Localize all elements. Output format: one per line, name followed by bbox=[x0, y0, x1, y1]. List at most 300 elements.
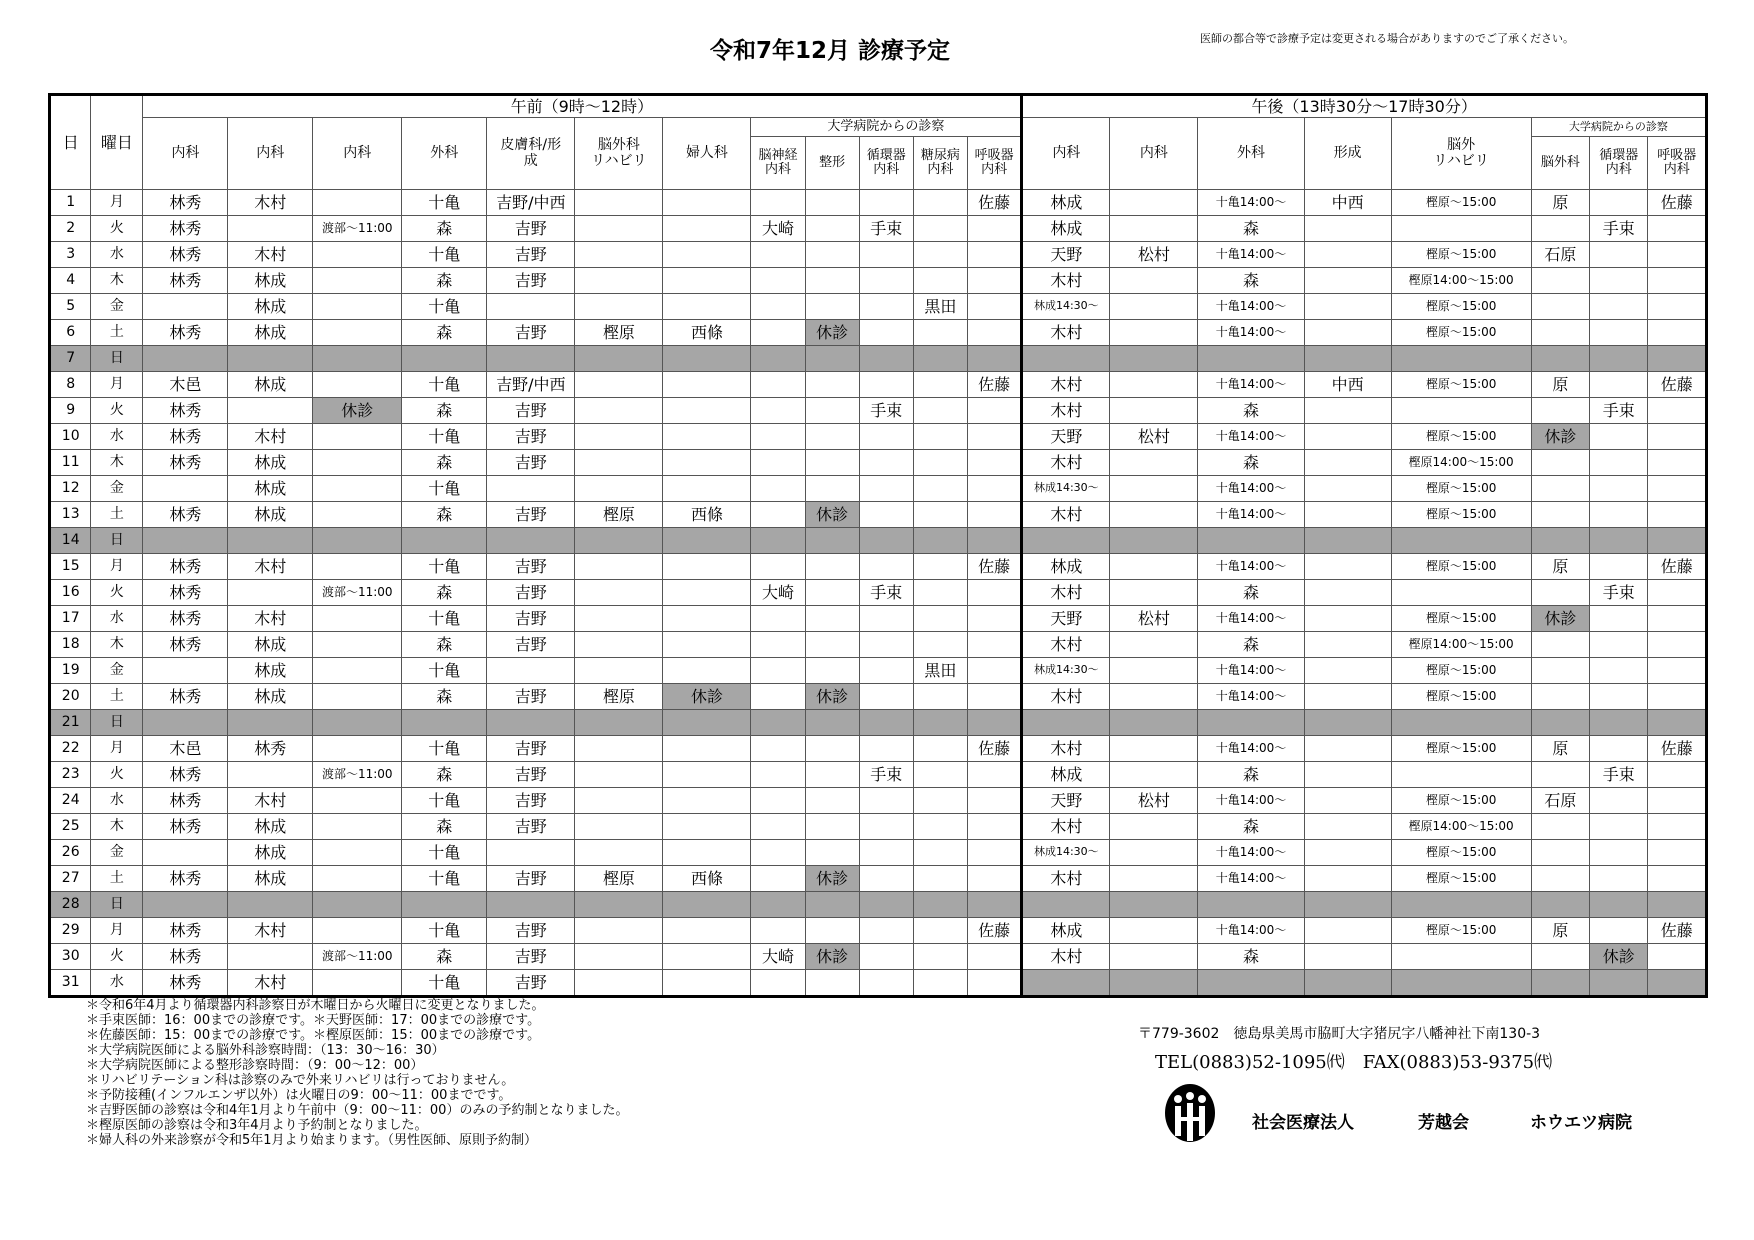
schedule-cell bbox=[751, 606, 805, 632]
schedule-cell bbox=[663, 788, 751, 814]
schedule-cell bbox=[1391, 346, 1531, 372]
schedule-cell: 林秀 bbox=[143, 606, 228, 632]
schedule-cell bbox=[1531, 528, 1589, 554]
schedule-cell bbox=[1648, 970, 1707, 997]
schedule-cell: 天野 bbox=[1022, 788, 1110, 814]
schedule-cell: 林成14:30～ bbox=[1022, 658, 1110, 684]
day-number: 29 bbox=[50, 918, 91, 944]
schedule-cell bbox=[1304, 216, 1391, 242]
page-title: 令和7年12月 診療予定 bbox=[709, 38, 951, 64]
schedule-cell: 休診 bbox=[805, 502, 859, 528]
schedule-cell bbox=[913, 814, 967, 840]
schedule-cell: 林成 bbox=[1022, 190, 1110, 216]
schedule-cell bbox=[575, 346, 663, 372]
header-univ-am: 大学病院からの診察 bbox=[751, 118, 1022, 137]
schedule-cell bbox=[663, 346, 751, 372]
schedule-cell bbox=[1304, 554, 1391, 580]
schedule-cell: 原 bbox=[1531, 554, 1589, 580]
day-number: 31 bbox=[50, 970, 91, 997]
header-pm: 午後（13時30分～17時30分） bbox=[1022, 95, 1707, 118]
note-line: ＊大学病院医師による整形診察時間：（9：00～12：00） bbox=[86, 1058, 424, 1073]
day-number: 15 bbox=[50, 554, 91, 580]
weekday: 月 bbox=[91, 190, 143, 216]
schedule-cell bbox=[1304, 632, 1391, 658]
schedule-cell bbox=[751, 814, 805, 840]
schedule-cell bbox=[1391, 528, 1531, 554]
schedule-cell bbox=[1531, 710, 1589, 736]
schedule-cell: 樫原～15:00 bbox=[1391, 190, 1531, 216]
schedule-cell: 十亀14:00～ bbox=[1198, 788, 1304, 814]
schedule-cell bbox=[913, 736, 967, 762]
schedule-cell bbox=[1590, 840, 1648, 866]
schedule-cell: 十亀14:00～ bbox=[1198, 658, 1304, 684]
schedule-cell bbox=[1391, 970, 1531, 997]
schedule-cell bbox=[967, 216, 1021, 242]
header-session-row bbox=[50, 95, 1707, 118]
weekday: 水 bbox=[91, 970, 143, 997]
schedule-cell bbox=[1590, 788, 1648, 814]
schedule-cell bbox=[228, 580, 313, 606]
schedule-cell bbox=[1304, 788, 1391, 814]
schedule-cell bbox=[313, 918, 402, 944]
schedule-cell bbox=[1590, 710, 1648, 736]
schedule-cell bbox=[575, 190, 663, 216]
schedule-cell: 樫原～15:00 bbox=[1391, 554, 1531, 580]
day-number: 16 bbox=[50, 580, 91, 606]
schedule-cell bbox=[913, 346, 967, 372]
schedule-cell: 森 bbox=[1198, 398, 1304, 424]
schedule-cell bbox=[1304, 450, 1391, 476]
schedule-cell: 十亀14:00～ bbox=[1198, 606, 1304, 632]
schedule-row bbox=[50, 424, 1707, 450]
day-number: 14 bbox=[50, 528, 91, 554]
schedule-cell: 吉野 bbox=[487, 424, 575, 450]
schedule-cell: 木村 bbox=[1022, 450, 1110, 476]
schedule-cell: 林成 bbox=[228, 814, 313, 840]
schedule-cell: 森 bbox=[1198, 216, 1304, 242]
weekday: 月 bbox=[91, 918, 143, 944]
schedule-cell bbox=[967, 346, 1021, 372]
schedule-cell: 天野 bbox=[1022, 242, 1110, 268]
schedule-row bbox=[50, 190, 1707, 216]
schedule-cell bbox=[1198, 892, 1304, 918]
schedule-cell: 松村 bbox=[1110, 424, 1198, 450]
schedule-cell: 林秀 bbox=[143, 398, 228, 424]
schedule-cell bbox=[143, 840, 228, 866]
schedule-cell: 手束 bbox=[859, 216, 913, 242]
schedule-cell bbox=[1531, 450, 1589, 476]
schedule-cell: 森 bbox=[402, 216, 487, 242]
day-number: 25 bbox=[50, 814, 91, 840]
schedule-cell bbox=[1590, 346, 1648, 372]
header-univ-row bbox=[50, 118, 1707, 137]
schedule-cell bbox=[859, 970, 913, 997]
hospital-name: ホウエツ病院 bbox=[1530, 1113, 1632, 1133]
note-line: ＊大学病院医師による脳外科診察時間：（13：30～16：30） bbox=[86, 1043, 445, 1058]
schedule-cell bbox=[1531, 866, 1589, 892]
schedule-cell bbox=[1648, 528, 1707, 554]
schedule-cell bbox=[228, 944, 313, 970]
schedule-cell bbox=[1590, 892, 1648, 918]
schedule-cell bbox=[313, 346, 402, 372]
schedule-cell bbox=[805, 476, 859, 502]
schedule-cell bbox=[1391, 398, 1531, 424]
schedule-cell bbox=[751, 450, 805, 476]
schedule-cell bbox=[313, 372, 402, 398]
schedule-cell bbox=[751, 658, 805, 684]
schedule-cell bbox=[1648, 502, 1707, 528]
day-number: 22 bbox=[50, 736, 91, 762]
schedule-cell: 佐藤 bbox=[1648, 736, 1707, 762]
schedule-cell bbox=[1304, 346, 1391, 372]
schedule-cell bbox=[1110, 294, 1198, 320]
schedule-cell: 木村 bbox=[1022, 814, 1110, 840]
schedule-cell bbox=[913, 268, 967, 294]
schedule-cell: 林秀 bbox=[143, 242, 228, 268]
schedule-cell bbox=[1648, 788, 1707, 814]
schedule-row bbox=[50, 970, 1707, 997]
schedule-cell: 渡部～11:00 bbox=[313, 216, 402, 242]
schedule-cell: 十亀14:00～ bbox=[1198, 840, 1304, 866]
day-number: 20 bbox=[50, 684, 91, 710]
schedule-cell: 西條 bbox=[663, 320, 751, 346]
schedule-cell bbox=[663, 840, 751, 866]
schedule-cell bbox=[313, 320, 402, 346]
schedule-cell bbox=[967, 424, 1021, 450]
schedule-cell bbox=[313, 502, 402, 528]
schedule-cell bbox=[967, 658, 1021, 684]
schedule-cell bbox=[1110, 372, 1198, 398]
schedule-cell bbox=[575, 762, 663, 788]
schedule-cell bbox=[913, 944, 967, 970]
note-line: ＊手束医師：16：00までの診療です。＊天野医師：17：00までの診療です。 bbox=[86, 1013, 541, 1028]
schedule-cell bbox=[1022, 892, 1110, 918]
day-number: 11 bbox=[50, 450, 91, 476]
schedule-cell bbox=[575, 840, 663, 866]
schedule-cell bbox=[1648, 294, 1707, 320]
schedule-cell: 十亀 bbox=[402, 476, 487, 502]
schedule-cell bbox=[1110, 554, 1198, 580]
schedule-body bbox=[50, 190, 1707, 997]
schedule-cell bbox=[805, 580, 859, 606]
schedule-cell: 林成 bbox=[1022, 216, 1110, 242]
schedule-cell: 佐藤 bbox=[967, 736, 1021, 762]
schedule-cell bbox=[663, 242, 751, 268]
schedule-cell: 吉野 bbox=[487, 398, 575, 424]
schedule-cell bbox=[805, 268, 859, 294]
schedule-cell bbox=[228, 216, 313, 242]
schedule-cell bbox=[859, 788, 913, 814]
weekday: 木 bbox=[91, 268, 143, 294]
weekday: 金 bbox=[91, 476, 143, 502]
schedule-cell bbox=[967, 762, 1021, 788]
schedule-row bbox=[50, 814, 1707, 840]
schedule-cell bbox=[751, 840, 805, 866]
schedule-cell bbox=[1198, 528, 1304, 554]
schedule-cell bbox=[1304, 840, 1391, 866]
schedule-cell bbox=[1022, 710, 1110, 736]
schedule-cell bbox=[575, 398, 663, 424]
schedule-cell bbox=[751, 866, 805, 892]
schedule-cell bbox=[313, 528, 402, 554]
schedule-cell: 十亀 bbox=[402, 736, 487, 762]
schedule-cell bbox=[859, 944, 913, 970]
schedule-cell bbox=[663, 580, 751, 606]
day-number: 23 bbox=[50, 762, 91, 788]
schedule-cell: 林成 bbox=[228, 658, 313, 684]
schedule-cell bbox=[1648, 424, 1707, 450]
day-number: 27 bbox=[50, 866, 91, 892]
schedule-cell bbox=[663, 944, 751, 970]
schedule-cell: 木村 bbox=[228, 424, 313, 450]
day-number: 5 bbox=[50, 294, 91, 320]
schedule-cell bbox=[913, 606, 967, 632]
schedule-cell bbox=[751, 554, 805, 580]
schedule-cell: 樫原14:00～15:00 bbox=[1391, 450, 1531, 476]
schedule-cell bbox=[805, 736, 859, 762]
schedule-cell bbox=[859, 632, 913, 658]
schedule-cell bbox=[859, 450, 913, 476]
schedule-cell bbox=[313, 892, 402, 918]
schedule-cell bbox=[1391, 216, 1531, 242]
schedule-cell bbox=[663, 398, 751, 424]
schedule-cell: 森 bbox=[402, 684, 487, 710]
schedule-cell bbox=[913, 684, 967, 710]
schedule-cell bbox=[1531, 632, 1589, 658]
schedule-cell: 佐藤 bbox=[1648, 554, 1707, 580]
schedule-cell: 木村 bbox=[228, 554, 313, 580]
schedule-cell: 大崎 bbox=[751, 216, 805, 242]
schedule-cell bbox=[913, 554, 967, 580]
schedule-cell: 十亀 bbox=[402, 840, 487, 866]
schedule-cell bbox=[1531, 346, 1589, 372]
schedule-cell bbox=[575, 424, 663, 450]
schedule-cell bbox=[1648, 346, 1707, 372]
schedule-cell bbox=[663, 606, 751, 632]
schedule-cell bbox=[1391, 944, 1531, 970]
day-number: 2 bbox=[50, 216, 91, 242]
schedule-cell bbox=[751, 346, 805, 372]
schedule-cell: 吉野 bbox=[487, 944, 575, 970]
schedule-cell bbox=[805, 710, 859, 736]
schedule-cell: 休診 bbox=[663, 684, 751, 710]
schedule-cell: 樫原～15:00 bbox=[1391, 658, 1531, 684]
weekday: 月 bbox=[91, 372, 143, 398]
schedule-cell: 林成14:30～ bbox=[1022, 476, 1110, 502]
schedule-cell bbox=[487, 840, 575, 866]
weekday: 日 bbox=[91, 346, 143, 372]
schedule-cell: 木村 bbox=[228, 918, 313, 944]
schedule-cell bbox=[751, 918, 805, 944]
schedule-cell bbox=[967, 268, 1021, 294]
schedule-cell bbox=[859, 190, 913, 216]
schedule-cell bbox=[487, 710, 575, 736]
schedule-cell bbox=[1110, 632, 1198, 658]
schedule-cell: 林成14:30～ bbox=[1022, 840, 1110, 866]
schedule-cell: 吉野 bbox=[487, 242, 575, 268]
schedule-cell bbox=[805, 450, 859, 476]
schedule-cell bbox=[805, 918, 859, 944]
schedule-cell bbox=[913, 502, 967, 528]
schedule-cell bbox=[1110, 450, 1198, 476]
schedule-cell bbox=[1304, 892, 1391, 918]
schedule-cell bbox=[313, 554, 402, 580]
schedule-cell: 十亀 bbox=[402, 424, 487, 450]
schedule-cell bbox=[1304, 970, 1391, 997]
schedule-cell bbox=[575, 606, 663, 632]
schedule-cell bbox=[805, 528, 859, 554]
header-col-am-naika2: 内科 bbox=[228, 118, 313, 190]
schedule-cell bbox=[805, 216, 859, 242]
schedule-cell bbox=[313, 294, 402, 320]
schedule-cell bbox=[1110, 320, 1198, 346]
schedule-cell: 石原 bbox=[1531, 788, 1589, 814]
schedule-cell bbox=[402, 710, 487, 736]
schedule-cell bbox=[751, 398, 805, 424]
schedule-cell: 吉野 bbox=[487, 632, 575, 658]
schedule-cell: 吉野 bbox=[487, 736, 575, 762]
schedule-cell: 森 bbox=[1198, 450, 1304, 476]
schedule-cell bbox=[805, 294, 859, 320]
schedule-cell bbox=[1648, 320, 1707, 346]
schedule-cell: 木村 bbox=[1022, 866, 1110, 892]
schedule-cell bbox=[967, 866, 1021, 892]
schedule-cell: 手束 bbox=[859, 580, 913, 606]
schedule-cell bbox=[1531, 840, 1589, 866]
schedule-cell bbox=[487, 528, 575, 554]
schedule-cell bbox=[1304, 762, 1391, 788]
schedule-cell bbox=[313, 424, 402, 450]
schedule-cell bbox=[1531, 684, 1589, 710]
schedule-row bbox=[50, 320, 1707, 346]
schedule-cell bbox=[663, 736, 751, 762]
schedule-cell bbox=[313, 788, 402, 814]
day-number: 12 bbox=[50, 476, 91, 502]
schedule-cell bbox=[143, 294, 228, 320]
hospital-logo-icon bbox=[1163, 1083, 1217, 1149]
schedule-cell bbox=[1590, 294, 1648, 320]
schedule-cell bbox=[751, 320, 805, 346]
schedule-cell bbox=[1648, 944, 1707, 970]
schedule-row bbox=[50, 554, 1707, 580]
schedule-cell: 林秀 bbox=[143, 216, 228, 242]
schedule-cell: 林秀 bbox=[143, 814, 228, 840]
schedule-cell: 渡部～11:00 bbox=[313, 944, 402, 970]
weekday: 土 bbox=[91, 866, 143, 892]
schedule-cell bbox=[1648, 216, 1707, 242]
schedule-cell bbox=[1022, 970, 1110, 997]
schedule-cell bbox=[1110, 216, 1198, 242]
schedule-cell bbox=[228, 762, 313, 788]
schedule-cell bbox=[1110, 892, 1198, 918]
schedule-cell bbox=[805, 242, 859, 268]
schedule-cell bbox=[575, 450, 663, 476]
schedule-cell: 石原 bbox=[1531, 242, 1589, 268]
schedule-cell: 樫原 bbox=[575, 684, 663, 710]
schedule-cell: 木村 bbox=[1022, 632, 1110, 658]
schedule-cell bbox=[1590, 528, 1648, 554]
schedule-cell: 樫原 bbox=[575, 320, 663, 346]
day-number: 7 bbox=[50, 346, 91, 372]
schedule-cell bbox=[1531, 502, 1589, 528]
weekday: 金 bbox=[91, 840, 143, 866]
schedule-cell bbox=[313, 970, 402, 997]
schedule-cell: 吉野/中西 bbox=[487, 372, 575, 398]
schedule-cell bbox=[1531, 476, 1589, 502]
schedule-cell bbox=[313, 268, 402, 294]
note-line: ＊吉野医師の診察は令和4年1月より午前中（9：00～11：00）のみの予約制となりました。 bbox=[86, 1103, 629, 1118]
schedule-cell bbox=[1110, 866, 1198, 892]
schedule-cell: 十亀 bbox=[402, 606, 487, 632]
schedule-cell bbox=[805, 606, 859, 632]
schedule-cell: 十亀14:00～ bbox=[1198, 866, 1304, 892]
schedule-cell bbox=[913, 242, 967, 268]
schedule-cell bbox=[1022, 528, 1110, 554]
schedule-cell bbox=[1110, 840, 1198, 866]
schedule-cell bbox=[313, 658, 402, 684]
schedule-cell bbox=[751, 684, 805, 710]
schedule-cell bbox=[1648, 684, 1707, 710]
schedule-cell: 松村 bbox=[1110, 788, 1198, 814]
weekday: 火 bbox=[91, 216, 143, 242]
schedule-cell: 佐藤 bbox=[967, 190, 1021, 216]
header-weekday: 曜日 bbox=[91, 95, 143, 190]
schedule-cell bbox=[1110, 476, 1198, 502]
schedule-cell bbox=[575, 658, 663, 684]
header-col-pm-rehab: 脳外 リハビリ bbox=[1391, 118, 1531, 190]
schedule-cell: 森 bbox=[402, 502, 487, 528]
schedule-cell bbox=[1590, 866, 1648, 892]
schedule-cell bbox=[1304, 476, 1391, 502]
schedule-cell bbox=[859, 736, 913, 762]
header-col-pm-naika1: 内科 bbox=[1022, 118, 1110, 190]
note-line: ＊樫原医師の診察は令和3年4月より予約制となりました。 bbox=[86, 1118, 428, 1133]
schedule-cell bbox=[805, 970, 859, 997]
weekday: 土 bbox=[91, 684, 143, 710]
schedule-cell: 十亀 bbox=[402, 554, 487, 580]
schedule-cell bbox=[663, 190, 751, 216]
schedule-cell bbox=[859, 242, 913, 268]
schedule-cell bbox=[1590, 320, 1648, 346]
schedule-cell bbox=[313, 814, 402, 840]
schedule-cell bbox=[575, 242, 663, 268]
schedule-cell: 林秀 bbox=[143, 762, 228, 788]
schedule-cell: 木村 bbox=[1022, 502, 1110, 528]
schedule-cell: 林秀 bbox=[143, 918, 228, 944]
schedule-cell bbox=[575, 788, 663, 814]
schedule-cell bbox=[913, 528, 967, 554]
schedule-cell bbox=[805, 372, 859, 398]
schedule-cell bbox=[1590, 658, 1648, 684]
schedule-cell: 林秀 bbox=[143, 502, 228, 528]
schedule-cell bbox=[1391, 580, 1531, 606]
schedule-cell: 樫原～15:00 bbox=[1391, 476, 1531, 502]
schedule-cell: 森 bbox=[402, 944, 487, 970]
day-number: 30 bbox=[50, 944, 91, 970]
schedule-cell bbox=[967, 944, 1021, 970]
schedule-cell bbox=[1648, 710, 1707, 736]
schedule-cell: 林成 bbox=[228, 502, 313, 528]
schedule-cell bbox=[663, 632, 751, 658]
header-col-am-geka: 外科 bbox=[402, 118, 487, 190]
schedule-cell: 佐藤 bbox=[967, 554, 1021, 580]
schedule-cell: 樫原～15:00 bbox=[1391, 736, 1531, 762]
schedule-cell bbox=[575, 918, 663, 944]
schedule-cell bbox=[805, 658, 859, 684]
schedule-cell bbox=[1110, 658, 1198, 684]
weekday: 土 bbox=[91, 320, 143, 346]
schedule-cell bbox=[313, 476, 402, 502]
